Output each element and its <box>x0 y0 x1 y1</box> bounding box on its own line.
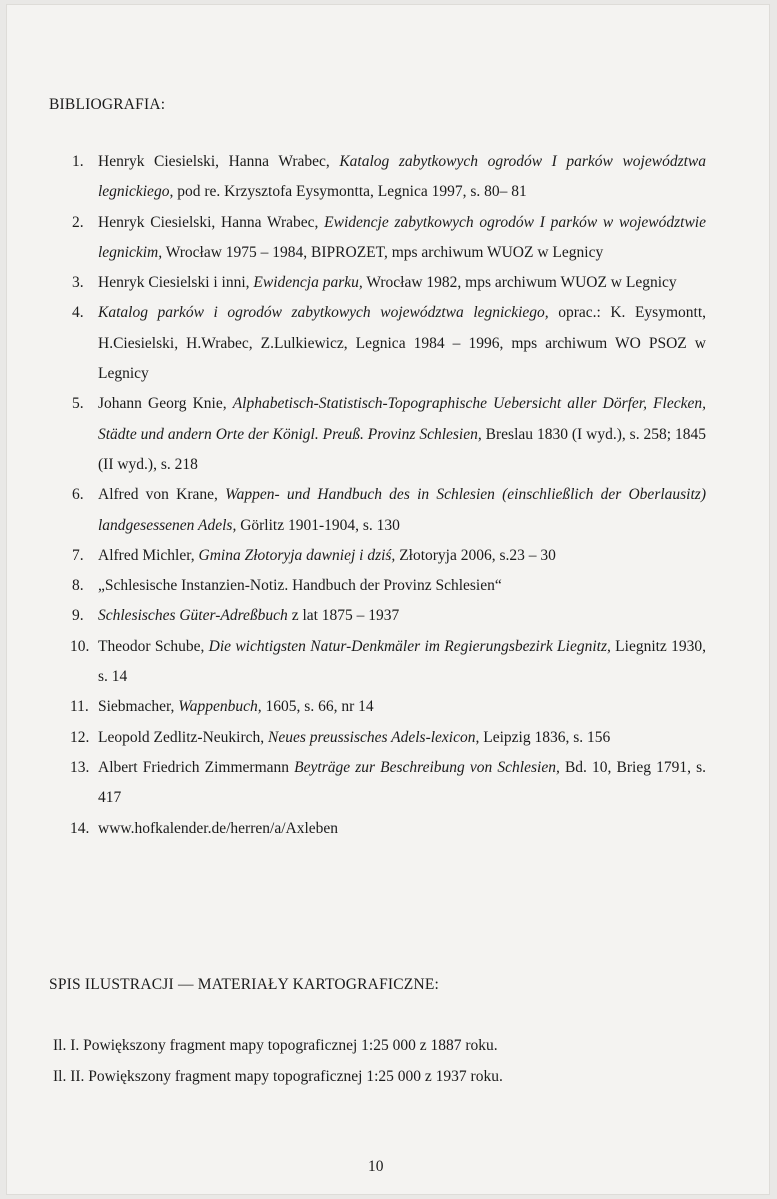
item-author: Leopold Zedlitz-Neukirch, <box>98 728 269 746</box>
bibliography-item <box>46 147 706 208</box>
item-title: Ewidencja parku, <box>253 274 363 292</box>
item-number: 5. <box>72 395 84 413</box>
bibliography-item <box>46 723 706 753</box>
bibliography-item <box>46 692 706 722</box>
item-details: oprac.: K. Eysymontt, H.Ciesielski, H.Wrabec, Z.Lulkiewicz, Legnica 1984 – 1996, mps archiwum WO PSOZ w Legnicy <box>98 304 706 383</box>
bibliography-item <box>46 389 706 480</box>
item-details: 1605, s. 66, nr 14 <box>261 698 374 716</box>
item-details: Leipzig 1836, s. 156 <box>479 728 611 746</box>
illustrations-heading: SPIS ILUSTRACJI — MATERIAŁY KARTOGRAFICZNE: <box>49 976 440 993</box>
item-details: Breslau 1830 (I wyd.), s. 258; 1845 (II wyd.), s. 218 <box>98 425 706 473</box>
item-author: Henryk Ciesielski i inni, <box>98 274 254 292</box>
item-number: 14. <box>70 819 90 837</box>
item-title: Gmina Złotoryja dawniej i dziś, <box>198 546 396 564</box>
item-title: Wappen- und Handbuch des in Schlesien (einschließlich der Oberlausitz) landgesessenen Adels, <box>98 486 706 534</box>
item-author: Albert Friedrich Zimmermann <box>98 758 295 776</box>
item-details: z lat 1875 – 1937 <box>287 607 400 625</box>
bibliography-item <box>46 480 706 541</box>
item-number: 11. <box>70 698 89 716</box>
item-author: www.hofkalender.de/herren/a/Axleben <box>98 819 339 837</box>
item-title: Ewidencje zabytkowych ogrodów I parków w województwie legnickim, <box>98 213 706 261</box>
bibliography-list <box>46 147 706 844</box>
item-details: Görlitz 1901-1904, s. 130 <box>236 516 400 534</box>
item-number: 2. <box>72 213 84 231</box>
bibliography-item <box>46 541 706 571</box>
item-author: Johann Georg Knie, <box>98 395 233 413</box>
item-author: „Schlesische Instanzien-Notiz. Handbuch der Provinz Schlesien“ <box>98 577 502 595</box>
item-title: Alphabetisch-Statistisch-Topographische Uebersicht aller Dörfer, Flecken, Städte und andern Orte der Königl. Preuß. Provinz Schlesien, <box>98 395 706 443</box>
item-number: 8. <box>72 577 84 595</box>
bibliography-heading: BIBLIOGRAFIA: <box>49 96 166 113</box>
item-number: 9. <box>72 607 84 625</box>
item-details: Bd. 10, Brieg 1791, s. 417 <box>98 758 707 807</box>
item-author: Henryk Ciesielski, Hanna Wrabec, <box>98 213 325 231</box>
bibliography-item <box>46 601 706 631</box>
item-number: 3. <box>72 274 84 292</box>
item-author: Henryk Ciesielski, Hanna Wrabec, <box>98 153 340 170</box>
item-details: Złotoryja 2006, s.23 – 30 <box>395 546 556 564</box>
item-title: Wappenbuch, <box>178 698 262 716</box>
item-details: Liegnitz 1930, s. 14 <box>98 637 706 686</box>
item-author: Alfred Michler, <box>98 546 199 564</box>
item-details: pod re. Krzysztofa Eysymontta, Legnica 1997, s. 80– 81 <box>173 183 527 201</box>
illustration-item: Il. II. Powiększony fragment mapy topograficznej 1:25 000 z 1937 roku. <box>53 1068 503 1085</box>
illustration-item: Il. I. Powiększony fragment mapy topograficznej 1:25 000 z 1887 roku. <box>53 1037 498 1054</box>
item-number: 12. <box>70 728 90 746</box>
item-title: Neues preussisches Adels-lexicon, <box>268 728 480 746</box>
item-number: 13. <box>70 758 90 776</box>
bibliography-item <box>46 571 706 601</box>
item-author: Siebmacher, <box>98 698 179 716</box>
item-number: 4. <box>72 304 84 322</box>
bibliography-item <box>46 208 706 269</box>
item-title: Die wichtigsten Natur-Denkmäler im Regierungsbezirk Liegnitz, <box>208 637 611 655</box>
item-number: 7. <box>72 546 84 564</box>
page-number: 10 <box>368 1158 384 1175</box>
item-details: Wrocław 1975 – 1984, BIPROZET, mps archiwum WUOZ w Legnicy <box>162 243 604 261</box>
item-number: 6. <box>72 486 84 504</box>
item-author: Theodor Schube, <box>98 637 209 655</box>
bibliography-item <box>46 753 706 814</box>
item-title: Katalog parków i ogrodów zabytkowych województwa legnickiego, <box>98 304 549 322</box>
item-title: Schlesisches Güter-Adreßbuch <box>98 607 288 625</box>
item-title: Katalog zabytkowych ogrodów I parków województwa legnickiego, <box>98 153 706 201</box>
item-number: 10. <box>70 637 90 655</box>
bibliography-item <box>46 632 706 693</box>
item-number: 1. <box>72 153 84 170</box>
item-author: Alfred von Krane, <box>98 486 226 504</box>
item-details: Wrocław 1982, mps archiwum WUOZ w Legnicy <box>362 274 677 292</box>
bibliography-item <box>46 298 706 389</box>
bibliography-item <box>46 814 706 844</box>
bibliography-item <box>46 268 706 298</box>
item-title: Beyträge zur Beschreibung von Schlesien, <box>294 758 560 776</box>
